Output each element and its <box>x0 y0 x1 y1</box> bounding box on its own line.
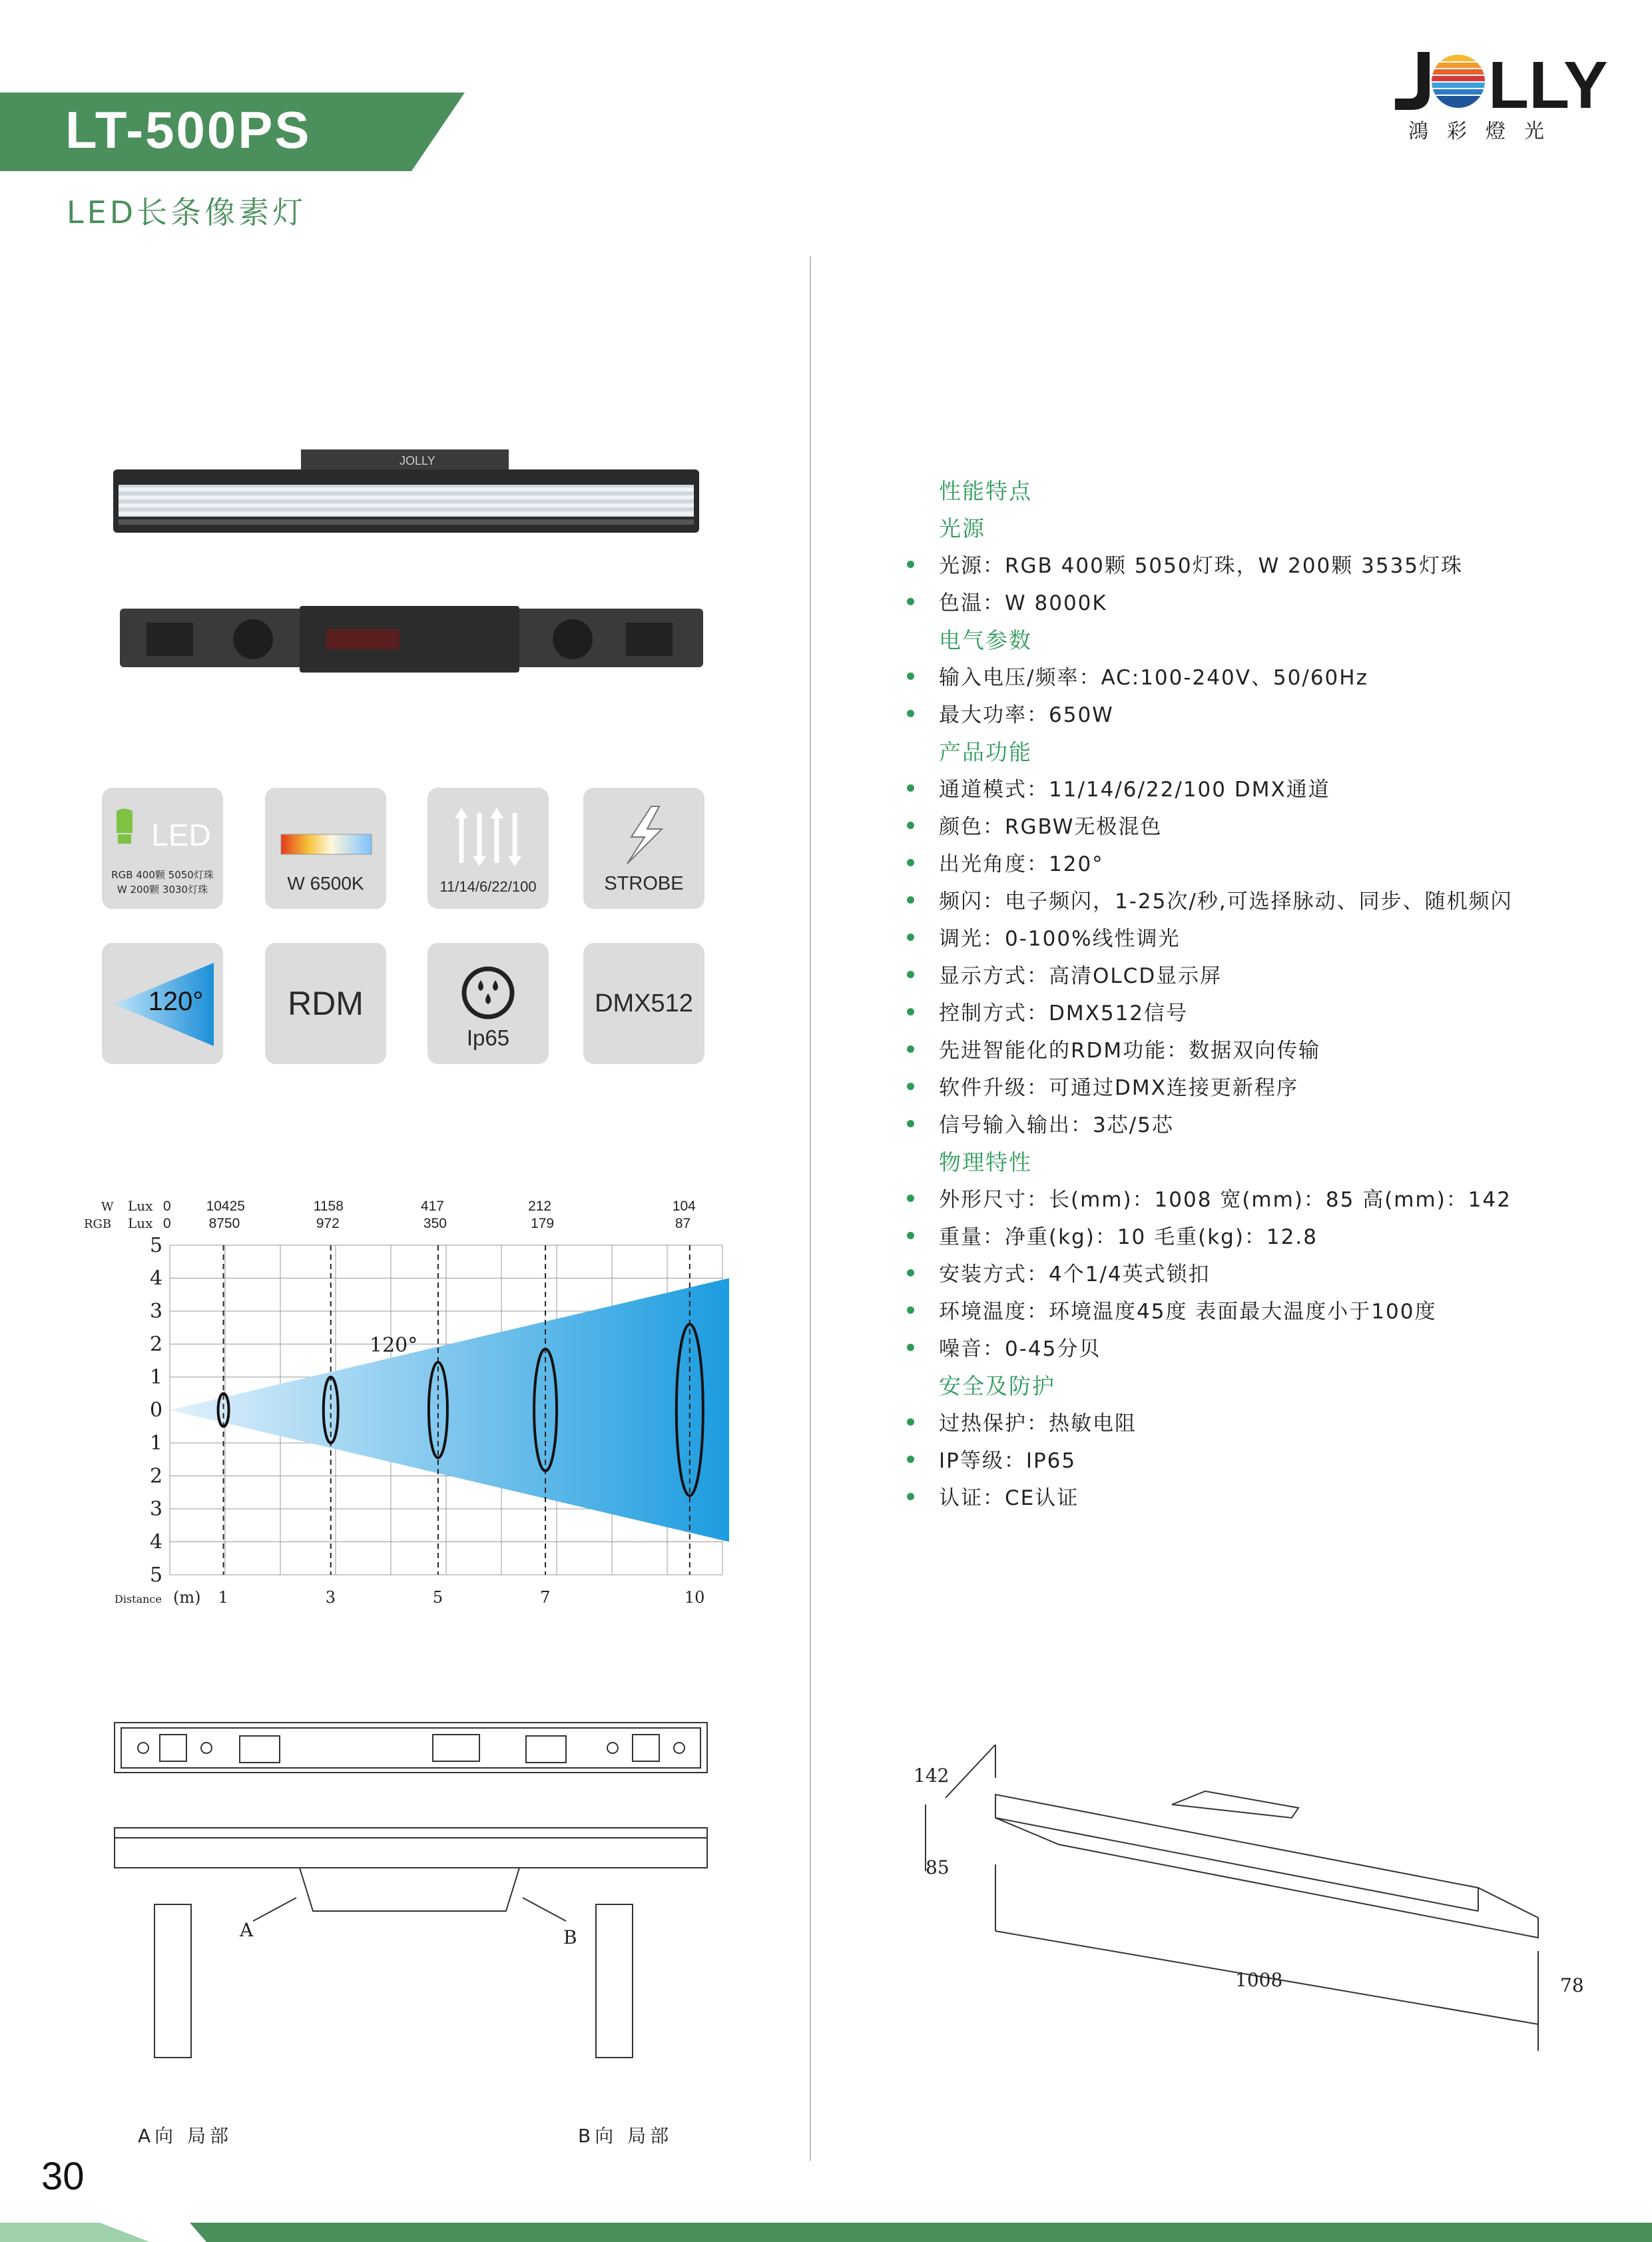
rgb-lux-value: 8750 <box>208 1216 240 1231</box>
spec-bullet <box>907 1195 914 1202</box>
product-subtitle: LED长条像素灯 <box>67 194 307 230</box>
spec-item: 软件升级：可通过DMX连接更新程序 <box>939 1076 1298 1100</box>
svg-text:JOLLY: JOLLY <box>400 454 435 467</box>
w-lux-value: 10425 <box>206 1199 245 1214</box>
spec-bullet <box>907 784 914 792</box>
spec-item: 颜色：RGBW无极混色 <box>939 815 1163 839</box>
product-photo-front <box>113 446 712 539</box>
x-tick-label: 7 <box>540 1588 551 1607</box>
view-label-b: B <box>563 1926 577 1948</box>
y-tick-label: 4 <box>150 1530 163 1554</box>
model-title: LT-500PS <box>65 101 312 159</box>
tile-dmx-label: DMX512 <box>595 989 693 1017</box>
y-tick-label: 5 <box>150 1234 163 1257</box>
tile-color-temp <box>265 788 386 909</box>
y-tick-label: 1 <box>150 1366 163 1389</box>
tile-channels-label: 11/14/6/22/100 <box>439 878 537 895</box>
tile-angle-label: 120° <box>148 987 204 1016</box>
spec-item: 出光角度：120° <box>939 852 1104 876</box>
spec-item: 安装方式：4个1/4英式锁扣 <box>939 1262 1211 1286</box>
y-tick-label: 3 <box>150 1498 163 1521</box>
spec-heading: 物理特性 <box>939 1149 1032 1175</box>
view-caption-a: A向 局部 <box>138 2125 233 2147</box>
spec-bullet <box>907 896 914 904</box>
spec-bullet <box>907 971 914 978</box>
x-tick-label: 5 <box>432 1588 443 1607</box>
w-row-label: W <box>101 1200 114 1214</box>
dimension-end: 78 <box>1560 1974 1584 1996</box>
spec-item: 过热保护：热敏电阻 <box>939 1412 1137 1436</box>
spec-item: 环境温度：环境温度45度 表面最大温度小于100度 <box>939 1300 1437 1324</box>
spec-item: 显示方式：高清OLCD显示屏 <box>939 964 1223 988</box>
spec-bullet <box>907 1344 914 1351</box>
column-divider <box>810 256 811 2161</box>
spec-item: 控制方式：DMX512信号 <box>939 1001 1189 1025</box>
x-tick-label: 1 <box>218 1588 228 1607</box>
spec-item: 通道模式：11/14/6/22/100 DMX通道 <box>939 778 1330 802</box>
spec-bullet <box>907 1306 914 1314</box>
beam-cone <box>170 1278 729 1542</box>
spec-heading: 产品功能 <box>939 739 1032 765</box>
w-lux-value: 0 <box>163 1199 171 1214</box>
spec-heading: 光源 <box>939 515 985 541</box>
spec-bullet <box>907 710 914 717</box>
tile-ip-label: Ip65 <box>466 1025 510 1050</box>
view-caption-b: B向 局部 <box>578 2125 673 2147</box>
x-axis-unit: (m) <box>173 1588 201 1607</box>
beam-distance-chart <box>73 1192 739 1611</box>
spec-item: 信号输入输出：3芯/5芯 <box>939 1113 1174 1137</box>
spec-bullet <box>907 1456 914 1463</box>
spec-bullet <box>907 1083 914 1090</box>
beam-angle-label: 120° <box>370 1334 418 1357</box>
spec-bullet <box>907 1120 914 1127</box>
spec-heading: 电气参数 <box>939 627 1032 653</box>
spec-bullet <box>907 1418 914 1426</box>
w-lux-label: Lux <box>128 1198 153 1214</box>
rgb-lux-value: 0 <box>163 1216 171 1231</box>
tile-ip <box>427 943 549 1064</box>
y-tick-label: 0 <box>150 1398 163 1422</box>
svg-text:LLY: LLY <box>1488 48 1608 123</box>
y-tick-label: 1 <box>150 1432 163 1455</box>
spec-item: IP等级：IP65 <box>939 1449 1077 1473</box>
tile-rdm-label: RDM <box>288 985 364 1022</box>
spec-bullet <box>907 1045 914 1053</box>
spec-bullet <box>907 561 914 568</box>
page-number: 30 <box>41 2155 85 2198</box>
spec-bullet <box>907 673 914 680</box>
x-tick-label: 10 <box>684 1588 705 1607</box>
tile-strobe-label: STROBE <box>604 873 684 894</box>
tile-dmx <box>583 943 704 1064</box>
spec-item: 色温：W 8000K <box>939 591 1107 615</box>
x-axis-label: Distance <box>115 1593 162 1605</box>
spec-item: 调光：0-100%线性调光 <box>939 927 1181 951</box>
brand-chinese-name: 鴻彩燈光 <box>1408 120 1563 143</box>
tile-rdm <box>265 943 386 1064</box>
spec-bullet <box>907 1232 914 1239</box>
tile-led-line1: RGB 400颗 5050灯珠 <box>111 869 214 881</box>
water-drops-icon <box>461 966 515 1020</box>
spec-heading: 安全及防护 <box>939 1373 1055 1399</box>
rgb-row-label: RGB <box>84 1217 112 1231</box>
y-tick-label: 4 <box>150 1266 163 1290</box>
x-tick-label: 3 <box>325 1588 336 1607</box>
spec-item: 认证：CE认证 <box>939 1486 1079 1510</box>
spec-item: 噪音：0-45分贝 <box>939 1337 1101 1361</box>
tile-angle <box>102 943 223 1064</box>
w-lux-value: 417 <box>420 1199 444 1214</box>
lightning-icon <box>618 805 671 865</box>
tile-channels <box>427 788 549 909</box>
y-tick-label: 2 <box>150 1332 163 1356</box>
spec-bullet <box>907 598 914 605</box>
dimension-height: 142 <box>914 1765 950 1787</box>
spec-bullet <box>907 1493 914 1500</box>
dimension-depth: 85 <box>926 1856 950 1878</box>
rgb-lux-value: 87 <box>675 1216 691 1231</box>
spec-bullet <box>907 1008 914 1015</box>
rgb-lux-value: 350 <box>423 1216 447 1231</box>
tile-led-line2: W 200颗 3030灯珠 <box>117 884 208 896</box>
dimension-length: 1008 <box>1235 1969 1283 1991</box>
tile-color-temp-label: W 6500K <box>287 873 364 894</box>
spec-item: 频闪：电子频闪，1-25次/秒,可选择脉动、同步、随机频闪 <box>939 890 1513 914</box>
channel-arrows-icon <box>451 806 525 866</box>
y-tick-label: 2 <box>150 1464 163 1488</box>
color-temperature-gradient-icon <box>281 834 372 854</box>
w-lux-value: 1158 <box>313 1199 344 1214</box>
spec-heading: 性能特点 <box>939 478 1032 504</box>
spec-bullet <box>907 1269 914 1276</box>
spec-item: 重量：净重(kg)：10 毛重(kg)：12.8 <box>939 1225 1318 1249</box>
y-tick-label: 3 <box>150 1300 163 1323</box>
tile-led <box>102 788 223 909</box>
spec-item: 输入电压/频率：AC:100-240V、50/60Hz <box>939 666 1368 690</box>
tile-led-label: LED <box>151 818 211 852</box>
rgb-lux-value: 179 <box>531 1216 555 1231</box>
spec-item: 先进智能化的RDM功能：数据双向传输 <box>939 1039 1321 1063</box>
view-label-a: A <box>240 1919 254 1941</box>
spec-bullet <box>907 822 914 829</box>
spec-bullet <box>907 934 914 941</box>
spec-bullet <box>907 859 914 866</box>
rgb-lux-label: Lux <box>128 1215 153 1231</box>
w-lux-value: 104 <box>672 1199 696 1214</box>
spec-item: 最大功率：650W <box>939 703 1114 727</box>
footer-bar <box>0 2223 1652 2242</box>
spec-item: 外形尺寸：长(mm)：1008 宽(mm)：85 高(mm)：142 <box>939 1188 1512 1212</box>
spec-item: 光源：RGB 400颗 5050灯珠，W 200颗 3535灯珠 <box>939 554 1464 578</box>
product-photo-back <box>120 606 706 673</box>
w-lux-value: 212 <box>528 1199 552 1214</box>
y-tick-label: 5 <box>150 1563 163 1587</box>
technical-drawing-views <box>113 1721 712 2147</box>
tile-strobe <box>583 788 704 909</box>
brand-logo-mark <box>1388 47 1608 123</box>
rgb-lux-value: 972 <box>316 1216 340 1231</box>
isometric-dimension-drawing <box>892 1731 1558 2078</box>
